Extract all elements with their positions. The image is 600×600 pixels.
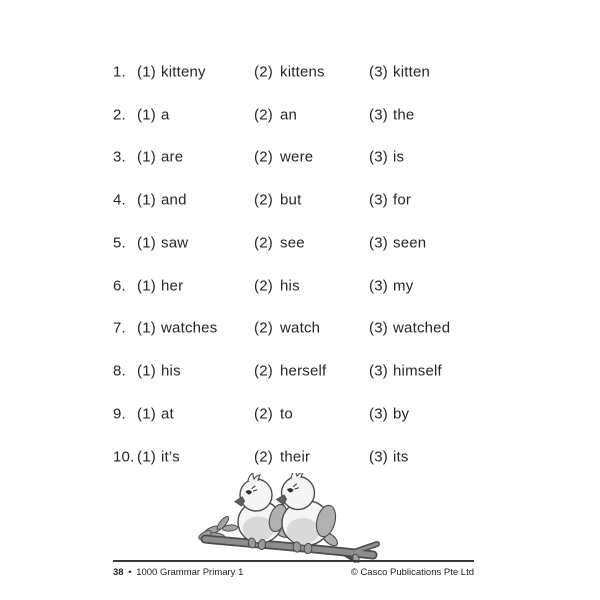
option-label: (2) — [254, 148, 273, 166]
option-label: (3) — [369, 448, 388, 466]
option-word: see — [280, 234, 305, 252]
left-bird — [235, 473, 291, 543]
option-word: a — [161, 106, 170, 124]
option-word: and — [161, 191, 187, 209]
birds-illustration — [193, 473, 403, 563]
option-label: (2) — [254, 277, 273, 295]
option-label: (1) — [137, 191, 156, 209]
book-title: 1000 Grammar Primary 1 — [136, 567, 244, 578]
option-word: saw — [161, 234, 189, 252]
option-label: (2) — [254, 106, 273, 124]
option-word: are — [161, 148, 184, 166]
option-label: (2) — [254, 405, 273, 423]
answer-options-list — [0, 51, 600, 479]
option-word: seen — [393, 234, 427, 252]
question-number: 5. — [113, 234, 126, 252]
right-bird-tuft — [291, 473, 303, 478]
option-label: (2) — [254, 448, 273, 466]
question-row — [0, 51, 600, 94]
option-word: the — [393, 106, 415, 124]
option-label: (1) — [137, 277, 156, 295]
question-number: 1. — [113, 63, 126, 81]
option-label: (1) — [137, 234, 156, 252]
option-label: (1) — [137, 319, 156, 337]
option-label: (2) — [254, 362, 273, 380]
option-label: (3) — [369, 191, 388, 209]
option-word: kitteny — [161, 63, 206, 81]
question-number: 3. — [113, 148, 126, 166]
option-word: is — [393, 148, 405, 166]
option-label: (2) — [254, 191, 273, 209]
question-row — [0, 179, 600, 222]
option-label: (1) — [137, 362, 156, 380]
option-label: (3) — [369, 405, 388, 423]
option-word: by — [393, 405, 410, 423]
option-word: at — [161, 405, 174, 423]
option-word: were — [280, 148, 314, 166]
question-number: 4. — [113, 191, 126, 209]
right-bird-breast — [287, 518, 320, 544]
question-row — [0, 264, 600, 307]
option-word: but — [280, 191, 302, 209]
option-label: (3) — [369, 362, 388, 380]
right-bird-head — [282, 477, 315, 510]
footer-page-info — [113, 567, 243, 578]
option-label: (3) — [369, 106, 388, 124]
option-label: (1) — [137, 63, 156, 81]
question-number: 2. — [113, 106, 126, 124]
option-word: his — [280, 277, 300, 295]
option-label: (3) — [369, 63, 388, 81]
option-label: (1) — [137, 106, 156, 124]
question-number: 10. — [113, 448, 135, 466]
question-row — [0, 93, 600, 136]
option-word: my — [393, 277, 414, 295]
option-word: kittens — [280, 63, 325, 81]
option-label: (3) — [369, 277, 388, 295]
footer-separator: • — [128, 567, 132, 578]
option-label: (1) — [137, 148, 156, 166]
option-label: (3) — [369, 148, 388, 166]
option-label: (2) — [254, 63, 273, 81]
left-bird-head — [240, 479, 272, 511]
option-label: (2) — [254, 319, 273, 337]
option-word: herself — [280, 362, 327, 380]
question-number: 6. — [113, 277, 126, 295]
option-label: (2) — [254, 234, 273, 252]
copyright-notice: © Casco Publications Pte Ltd — [350, 567, 474, 578]
option-word: it’s — [161, 448, 180, 466]
question-row — [0, 222, 600, 265]
question-row — [0, 136, 600, 179]
option-word: an — [280, 106, 298, 124]
option-word: watched — [393, 319, 451, 337]
option-word: watches — [161, 319, 218, 337]
option-word: her — [161, 277, 184, 295]
option-label: (1) — [137, 448, 156, 466]
question-row — [0, 350, 600, 393]
question-number: 8. — [113, 362, 126, 380]
page-number: 38 — [113, 567, 124, 578]
option-word: his — [161, 362, 181, 380]
question-row — [0, 307, 600, 350]
option-label: (3) — [369, 319, 388, 337]
option-word: its — [393, 448, 409, 466]
question-row — [0, 435, 600, 478]
option-word: kitten — [393, 63, 431, 81]
footer-rule — [113, 560, 474, 562]
left-bird-tuft — [248, 473, 260, 481]
option-label: (3) — [369, 234, 388, 252]
question-number: 7. — [113, 319, 126, 337]
question-row — [0, 393, 600, 436]
option-word: watch — [280, 319, 321, 337]
option-word: himself — [393, 362, 442, 380]
option-label: (1) — [137, 405, 156, 423]
option-word: their — [280, 448, 311, 466]
option-word: to — [280, 405, 293, 423]
option-word: for — [393, 191, 412, 209]
question-number: 9. — [113, 405, 126, 423]
